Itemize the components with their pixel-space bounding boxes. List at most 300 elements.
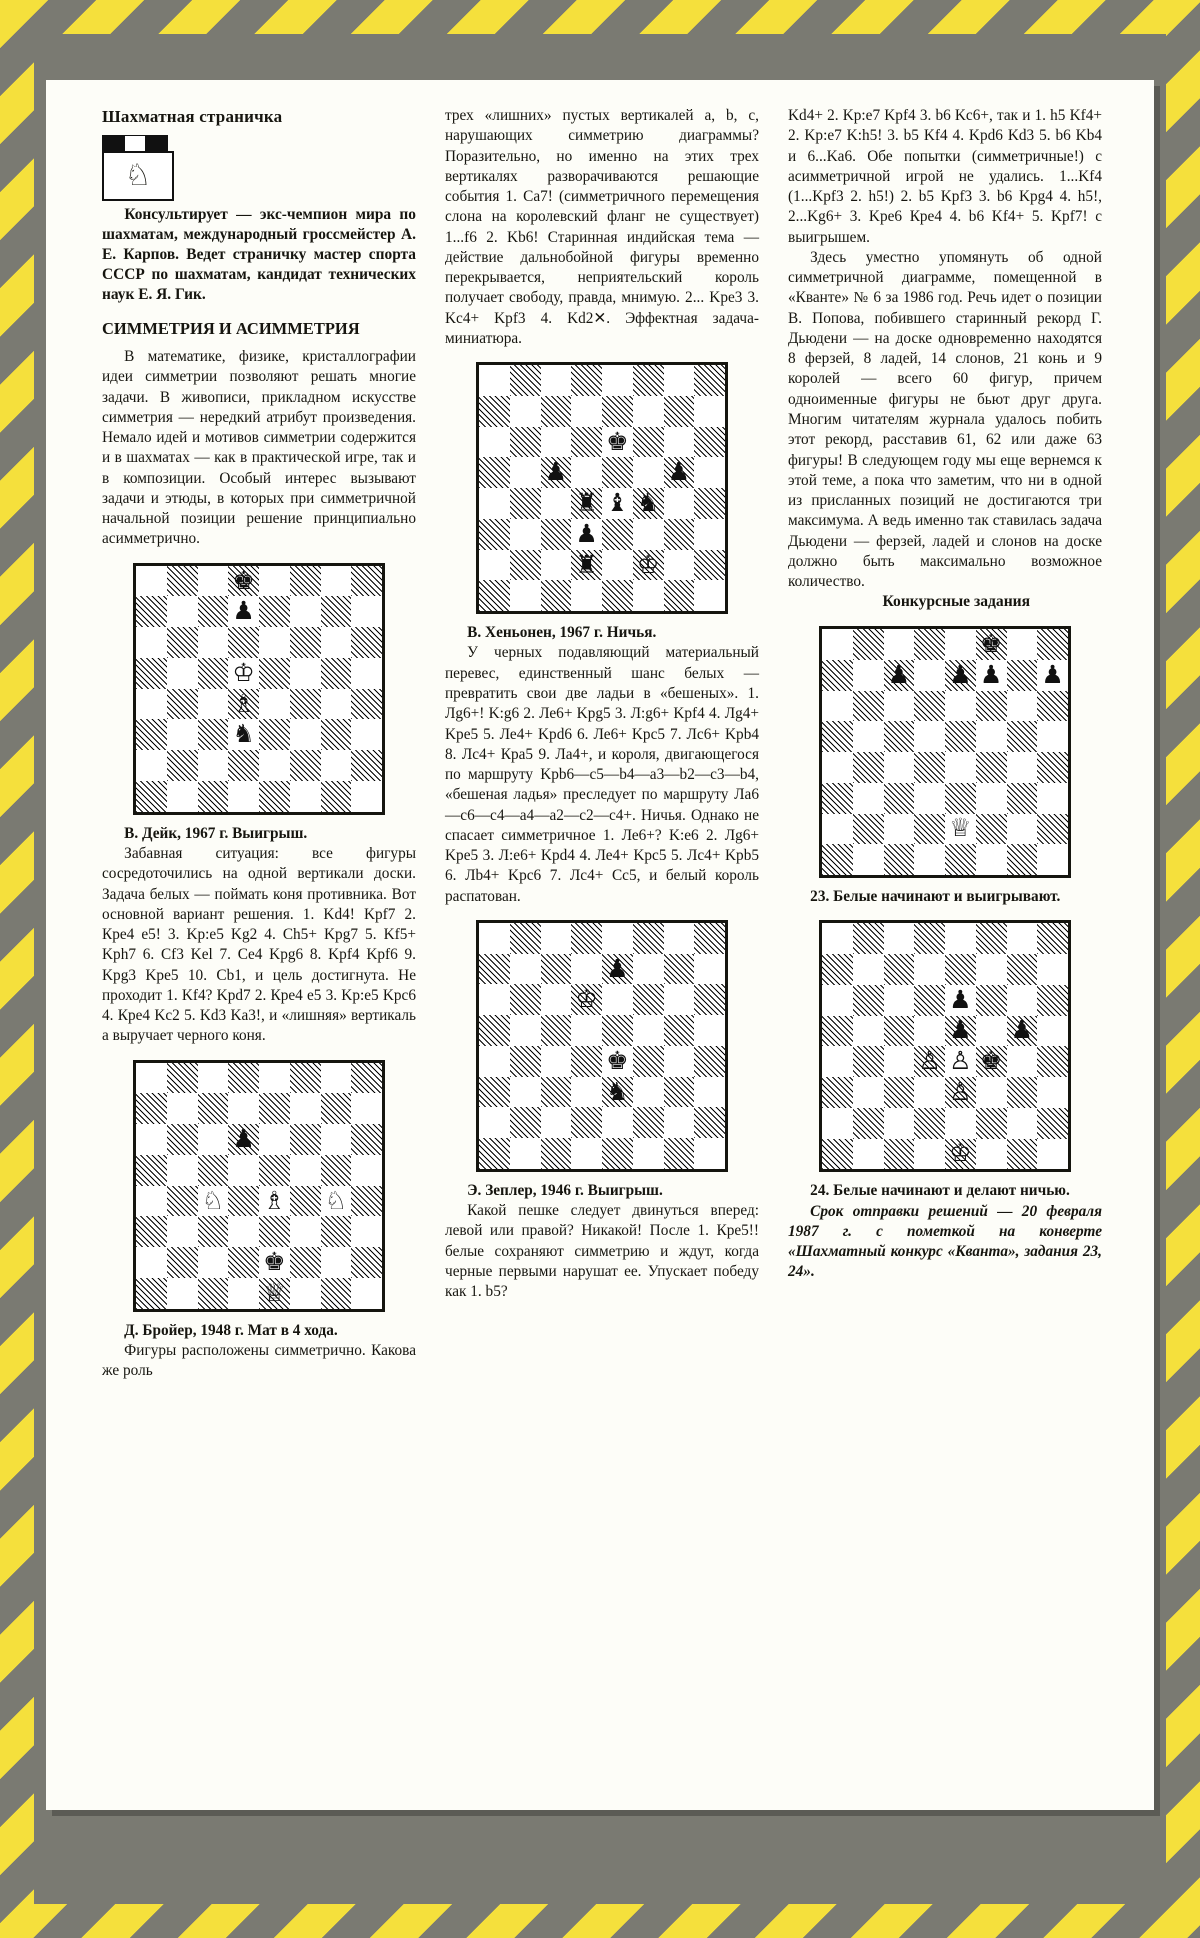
board-square: [914, 844, 945, 875]
board-square: [1007, 783, 1038, 814]
board-square: [853, 660, 884, 691]
board-square: [479, 365, 510, 396]
board-square: [136, 1155, 167, 1186]
board-square: [633, 954, 664, 985]
board-square: [853, 1046, 884, 1077]
board-square: [541, 457, 572, 488]
board-square: [167, 750, 198, 781]
board-square: [884, 691, 915, 722]
board-square: [914, 814, 945, 845]
board-square: [510, 457, 541, 488]
chess-piece: ♔: [636, 551, 660, 579]
board-square: [945, 660, 976, 691]
board-square: [351, 627, 382, 658]
board-square: [290, 1155, 321, 1186]
board-square: [541, 1138, 572, 1169]
col3-paragraph-1: Kd4+ 2. Kp:e7 Kpf4 3. b6 Kc6+, так и 1. h5 Kf4+ 2. Kp:e7 K:h5! 3. b5 Kf4 4. Kpd6 Kd3 5. b6 Kb4 и 6...Ka6. Обе попытки (симметричные!) с асимметричной игрой не удались. 1...Kf4 (1...Kpf3 2. h5!) 2. b5 Kpf3 3. b6 Kpg4 4. h5!, 2...Kg6+ 3. Kpe6 Кре4 4. b6 Kf4+ 5. Kpf7! с выигрышем.: [788, 107, 1102, 246]
board-square: [664, 550, 695, 581]
board-square: [1037, 1046, 1068, 1077]
board-square: [1037, 721, 1068, 752]
board-square: [571, 550, 602, 581]
board-square: [945, 752, 976, 783]
board-square: [228, 658, 259, 689]
diagram-zepler-1946: [476, 920, 728, 1172]
board-square: [541, 1107, 572, 1138]
board-square: [228, 689, 259, 720]
board-square: [1007, 923, 1038, 954]
board-square: [1007, 691, 1038, 722]
board-square: [198, 658, 229, 689]
board-square: [976, 721, 1007, 752]
diagram-deik-1967: [133, 563, 385, 815]
board-square: [321, 566, 352, 597]
board-square: [321, 719, 352, 750]
chess-piece: ♟: [606, 955, 629, 983]
board-square: [694, 984, 725, 1015]
board-square: [571, 1046, 602, 1077]
board-square: [602, 457, 633, 488]
board-square: [136, 719, 167, 750]
board-square: [136, 689, 167, 720]
board-square: [633, 1107, 664, 1138]
board-square: [167, 566, 198, 597]
board-square: [259, 750, 290, 781]
board-square: [884, 923, 915, 954]
board-square: [884, 721, 915, 752]
board-square: [136, 1124, 167, 1155]
col3-paragraph-2: Здесь уместно упомянуть об одной симметричной диаграмме, помещенной в «Кванте» № 6 за 1986 год. Речь идет о позиции В. Попова, побившего старинный рекорд Г. Дьюдени — на доске одновременно находятся 8 ферзей, 8 ладей, 14 слонов, 21 конь и 9 королей — всего 60 фигур, причем одноименные фигуры не бьют друг друга. Многим читателям журнала удалось побить этот рекорд, расставив 61, 62 или даже 63 фигуры! В следующем году мы еще вернемся к этой теме, а пока что заметим, что ни в одной из присланных позиций не достигаются три максимума. А ведь именно так ставилась задача Дьюдени — ферзей, ладей и слонов на доске должно быть максимально возможное количество.: [788, 248, 1102, 591]
board-square: [290, 1278, 321, 1309]
board-square: [822, 721, 853, 752]
chess-piece: ♚: [263, 1249, 286, 1277]
chess-piece: ♘: [324, 1187, 348, 1215]
board-square: [822, 1077, 853, 1108]
board-square: [351, 689, 382, 720]
board-square: [321, 1155, 352, 1186]
board-square: [290, 1124, 321, 1155]
board-square: [822, 844, 853, 875]
board-square: [510, 488, 541, 519]
board-square: [228, 1063, 259, 1094]
board-square: [198, 1093, 229, 1124]
chess-piece: ♟: [232, 1126, 255, 1154]
board-square: [228, 1247, 259, 1278]
knight-glyph: ♘: [102, 151, 174, 201]
board-square: [976, 1046, 1007, 1077]
board-square: [664, 984, 695, 1015]
board-square: [945, 1046, 976, 1077]
board-square: [1007, 1016, 1038, 1047]
board-square: [602, 923, 633, 954]
board-square: [914, 1016, 945, 1047]
board-square: [884, 954, 915, 985]
board-square: [167, 719, 198, 750]
board-square: [290, 566, 321, 597]
board-square: [136, 658, 167, 689]
board-square: [664, 457, 695, 488]
board-square: [694, 519, 725, 550]
chess-piece: ♟: [949, 986, 972, 1014]
board-square: [321, 1247, 352, 1278]
board-square: [541, 954, 572, 985]
board-square: [259, 1278, 290, 1309]
board-square: [228, 1124, 259, 1155]
board-square: [136, 1216, 167, 1247]
board-square: [259, 1186, 290, 1217]
board-square: [541, 427, 572, 458]
diagram-task-23: [819, 626, 1071, 878]
board-square: [228, 566, 259, 597]
board-square: [351, 1093, 382, 1124]
board-square: [664, 365, 695, 396]
board-square: [198, 1155, 229, 1186]
chess-piece: ♟: [887, 661, 911, 689]
board-square: [479, 923, 510, 954]
board-square: [321, 1124, 352, 1155]
board-square: [351, 1155, 382, 1186]
board-square: [822, 1108, 853, 1139]
diagram-1-caption: В. Дейк, 1967 г. Выигрыш.: [124, 824, 308, 842]
board-square: [290, 689, 321, 720]
col1-paragraph-2: Забавная ситуация: все фигуры сосредоточились на одной вертикали доски. Задача белых — поймать коня противника. Вот основной вариант решения. 1. Kd4! Kpf7 2. Кре4 e5! 3. Kp:e5 Kg2 4. Ch5+ Kpg7 5. Kf5+ Kph7 6. Cf3 Kel 7. Ce4 Kpg6 8. Kpf4 Kpf6 9. Kpg3 Kpe5 10. Cb1, и цель достигнута. Не проходит 1. Kf4? Kpd7 2. Кре4 e5 3. Kp:e5 Kpc6 4. Кре4 Kc2 5. Kd3 Ka3!, и «лишняя» вертикаль а выручает черного коня.: [102, 844, 416, 1045]
chess-piece: ♗: [232, 690, 255, 718]
board-square: [914, 923, 945, 954]
board-square: [976, 660, 1007, 691]
board-square: [633, 923, 664, 954]
board-square: [198, 1063, 229, 1094]
board-square: [694, 457, 725, 488]
board-square: [198, 1278, 229, 1309]
board-square: [510, 396, 541, 427]
board-square: [945, 1139, 976, 1170]
board-square: [914, 985, 945, 1016]
board-square: [351, 1063, 382, 1094]
board-square: [259, 658, 290, 689]
board-square: [664, 954, 695, 985]
board-square: [136, 1063, 167, 1094]
board-square: [945, 1108, 976, 1139]
board-square: [1037, 1139, 1068, 1170]
board-square: [602, 427, 633, 458]
board-square: [884, 1108, 915, 1139]
column-1: [102, 106, 416, 1381]
board-square: [136, 566, 167, 597]
board-square: [351, 719, 382, 750]
board-square: [694, 396, 725, 427]
board-square: [853, 814, 884, 845]
board-square: [914, 1046, 945, 1077]
board-square: [479, 427, 510, 458]
board-square: [1037, 691, 1068, 722]
diagram-henonen-1967: [476, 362, 728, 614]
board-square: [976, 923, 1007, 954]
board-square: [694, 488, 725, 519]
board-square: [976, 691, 1007, 722]
board-square: [167, 1063, 198, 1094]
board-square: [571, 488, 602, 519]
board-square: [198, 1124, 229, 1155]
board-square: [228, 750, 259, 781]
board-square: [571, 1107, 602, 1138]
contest-heading: Конкурсные задания: [882, 593, 1031, 611]
task-24-caption: 24. Белые начинают и делают ничью.: [810, 1182, 1070, 1200]
board-square: [479, 550, 510, 581]
board-square: [853, 1108, 884, 1139]
board-square: [1037, 954, 1068, 985]
board-square: [167, 1155, 198, 1186]
chess-piece: ♞: [636, 490, 660, 518]
board-square: [571, 365, 602, 396]
board-square: [976, 844, 1007, 875]
board-square: [136, 1247, 167, 1278]
board-square: [510, 954, 541, 985]
board-square: [664, 1138, 695, 1169]
chess-piece: ♗: [263, 1187, 286, 1215]
board-square: [633, 1077, 664, 1108]
board-square: [853, 752, 884, 783]
diagram-4-caption: Э. Зеплер, 1946 г. Выигрыш.: [467, 1181, 663, 1199]
board-square: [228, 1278, 259, 1309]
board-square: [571, 1015, 602, 1046]
board-square: [1007, 721, 1038, 752]
board-square: [822, 691, 853, 722]
board-square: [541, 519, 572, 550]
board-square: [694, 1138, 725, 1169]
col1-paragraph-3: Фигуры расположены симметрично. Какова же роль: [102, 1341, 416, 1380]
board-square: [167, 627, 198, 658]
board-square: [228, 627, 259, 658]
board-square: [1007, 814, 1038, 845]
board-square: [541, 1046, 572, 1077]
section-title: Шахматная страничка: [102, 107, 283, 126]
board-square: [884, 985, 915, 1016]
diagram-3-wrap: [445, 362, 759, 614]
board-square: [914, 783, 945, 814]
board-square: [884, 783, 915, 814]
diagram-broyer-1948: [133, 1060, 385, 1312]
board-square: [884, 1077, 915, 1108]
board-square: [321, 658, 352, 689]
board-square: [633, 1138, 664, 1169]
board-square: [198, 781, 229, 812]
board-square: [571, 984, 602, 1015]
board-square: [884, 629, 915, 660]
page-sheet: [46, 80, 1154, 1810]
board-square: [259, 1155, 290, 1186]
board-square: [136, 781, 167, 812]
board-square: [479, 1077, 510, 1108]
board-square: [541, 488, 572, 519]
board-square: [259, 689, 290, 720]
chess-piece: ♟: [544, 459, 568, 487]
col2-paragraph-2: У черных подавляющий материальный перевес, единственный шанс белых — превратить свои две ладьи в «бешеных». 1. Лg6+! K:g6 2. Ле6+ Kpg5 3. Л:g6+ Kpf4 4. Лg4+ Kpe5 5. Ле4+ Kpd6 6. Ле6+ Kpc5 7. Лс6+ Kpb4 8. Лс4+ Кра5 9. Ла4+, и короля, двигающегося по маршруту Kpb6—c5—b4—a3—b2—c3—b4, «бешеная ладья» преследует по маршруту Ла6—c6—c4—a4—a2—c2—c4+. Ничья. Однако не спасает симметричное 1. Ле6+? K:e6 2. Лg6+ Kpe5 3. Л:е6+ Kpd4 4. Ле4+ Kpc5 5. Лс4+ Kpb5 6. Лb4+ Kpc6 7. Лс4+ Cc5, и белый король распатован.: [445, 644, 759, 905]
board-square: [167, 1186, 198, 1217]
board-square: [633, 550, 664, 581]
board-square: [479, 519, 510, 550]
board-square: [914, 721, 945, 752]
board-square: [664, 427, 695, 458]
board-square: [914, 1108, 945, 1139]
board-square: [167, 1216, 198, 1247]
board-square: [976, 814, 1007, 845]
board-square: [1037, 1077, 1068, 1108]
board-square: [664, 580, 695, 611]
board-square: [167, 1247, 198, 1278]
board-square: [945, 814, 976, 845]
board-square: [602, 1138, 633, 1169]
board-square: [976, 1108, 1007, 1139]
board-square: [198, 750, 229, 781]
chess-piece: ♙: [949, 1078, 972, 1106]
board-square: [822, 1016, 853, 1047]
column-3: [788, 106, 1102, 1381]
article-title: СИММЕТРИЯ И АСИММЕТРИЯ: [102, 318, 360, 338]
board-square: [884, 752, 915, 783]
board-square: [976, 783, 1007, 814]
diagram-23-wrap: [788, 626, 1102, 878]
board-square: [1037, 752, 1068, 783]
chess-piece: ♞: [606, 1078, 629, 1106]
board-square: [259, 627, 290, 658]
chess-piece: ♘: [201, 1187, 225, 1215]
board-square: [136, 1278, 167, 1309]
board-square: [321, 1063, 352, 1094]
board-square: [633, 427, 664, 458]
chess-piece: ♟: [1041, 661, 1064, 689]
board-square: [822, 985, 853, 1016]
board-square: [822, 1046, 853, 1077]
board-square: [945, 783, 976, 814]
board-square: [853, 783, 884, 814]
board-square: [914, 629, 945, 660]
board-square: [479, 1107, 510, 1138]
board-square: [198, 566, 229, 597]
board-square: [290, 1186, 321, 1217]
board-square: [853, 844, 884, 875]
board-square: [1007, 629, 1038, 660]
board-square: [479, 984, 510, 1015]
board-square: [1007, 752, 1038, 783]
board-square: [290, 658, 321, 689]
board-square: [884, 844, 915, 875]
board-square: [321, 1216, 352, 1247]
board-square: [853, 954, 884, 985]
board-square: [945, 1077, 976, 1108]
board-square: [290, 1063, 321, 1094]
board-square: [167, 596, 198, 627]
board-square: [822, 783, 853, 814]
board-square: [167, 658, 198, 689]
board-square: [602, 954, 633, 985]
col2-paragraph-1: трех «лишних» пустых вертикалей a, b, c, нарушающих симметрию диаграммы? Поразительно, но именно на этих трех вертикалях разворачиваются решающие события 1. Ca7! (симметричного перемещения слона на королевский фланг не существует) 1...f6 2. Kb6! Старинная индийская тема — действие дальнобойной фигуры временно перекрывается, неприятельский король получает свободу, правда, мнимую. 2... Kpe3 3. Kc4+ Kpf3 4. Kd2✕. Эффектная задача-миниатюра.: [445, 107, 759, 347]
diagram-2-wrap: [102, 1060, 416, 1312]
chess-piece: ♟: [949, 661, 972, 689]
board-square: [510, 923, 541, 954]
board-square: [479, 1015, 510, 1046]
board-square: [1037, 660, 1068, 691]
chess-piece: ♚: [606, 1047, 629, 1075]
board-square: [976, 954, 1007, 985]
board-square: [633, 365, 664, 396]
board-square: [351, 1278, 382, 1309]
board-square: [321, 781, 352, 812]
board-square: [321, 689, 352, 720]
board-square: [945, 923, 976, 954]
board-square: [664, 519, 695, 550]
board-square: [571, 519, 602, 550]
board-square: [822, 629, 853, 660]
board-square: [694, 550, 725, 581]
board-square: [694, 580, 725, 611]
board-square: [259, 1216, 290, 1247]
board-square: [602, 1107, 633, 1138]
board-square: [822, 954, 853, 985]
board-square: [633, 1046, 664, 1077]
board-square: [259, 1247, 290, 1278]
board-square: [1037, 844, 1068, 875]
board-square: [541, 365, 572, 396]
board-square: [541, 580, 572, 611]
board-square: [228, 1216, 259, 1247]
board-square: [633, 519, 664, 550]
board-square: [1037, 783, 1068, 814]
board-square: [198, 1186, 229, 1217]
chess-piece: ♚: [232, 567, 255, 595]
col2-paragraph-3: Какой пешке следует двинуться вперед: левой или правой? Никакой! После 1. Кре5!! белые сохраняют симметрию и ждут, когда черные первыми нарушат ее. Упускает победу как 1. b5?: [445, 1202, 759, 1301]
board-square: [694, 923, 725, 954]
board-square: [602, 580, 633, 611]
knight-logo-icon: [102, 135, 174, 197]
board-square: [351, 781, 382, 812]
board-square: [822, 660, 853, 691]
board-square: [541, 984, 572, 1015]
board-square: [510, 427, 541, 458]
board-square: [479, 488, 510, 519]
board-square: [571, 954, 602, 985]
board-square: [259, 596, 290, 627]
board-square: [479, 1046, 510, 1077]
board-square: [259, 1093, 290, 1124]
board-square: [602, 365, 633, 396]
board-square: [541, 1015, 572, 1046]
board-square: [167, 1093, 198, 1124]
board-square: [664, 1046, 695, 1077]
board-square: [633, 396, 664, 427]
board-square: [321, 1093, 352, 1124]
board-square: [1037, 1016, 1068, 1047]
board-square: [321, 627, 352, 658]
chess-piece: ♚: [979, 630, 1003, 658]
board-square: [602, 1015, 633, 1046]
board-square: [167, 1278, 198, 1309]
chess-piece: ♟: [232, 598, 255, 626]
board-square: [822, 814, 853, 845]
board-square: [351, 750, 382, 781]
board-square: [510, 519, 541, 550]
chess-piece: ♟: [1010, 1017, 1034, 1045]
chess-piece: ♕: [263, 1279, 286, 1307]
chess-piece: ♟: [575, 520, 598, 548]
board-square: [633, 457, 664, 488]
board-square: [541, 550, 572, 581]
board-square: [694, 1015, 725, 1046]
board-square: [694, 1077, 725, 1108]
chess-piece: ♔: [232, 659, 255, 687]
board-square: [664, 396, 695, 427]
board-square: [1007, 1139, 1038, 1170]
board-square: [853, 1139, 884, 1170]
board-square: [1007, 660, 1038, 691]
